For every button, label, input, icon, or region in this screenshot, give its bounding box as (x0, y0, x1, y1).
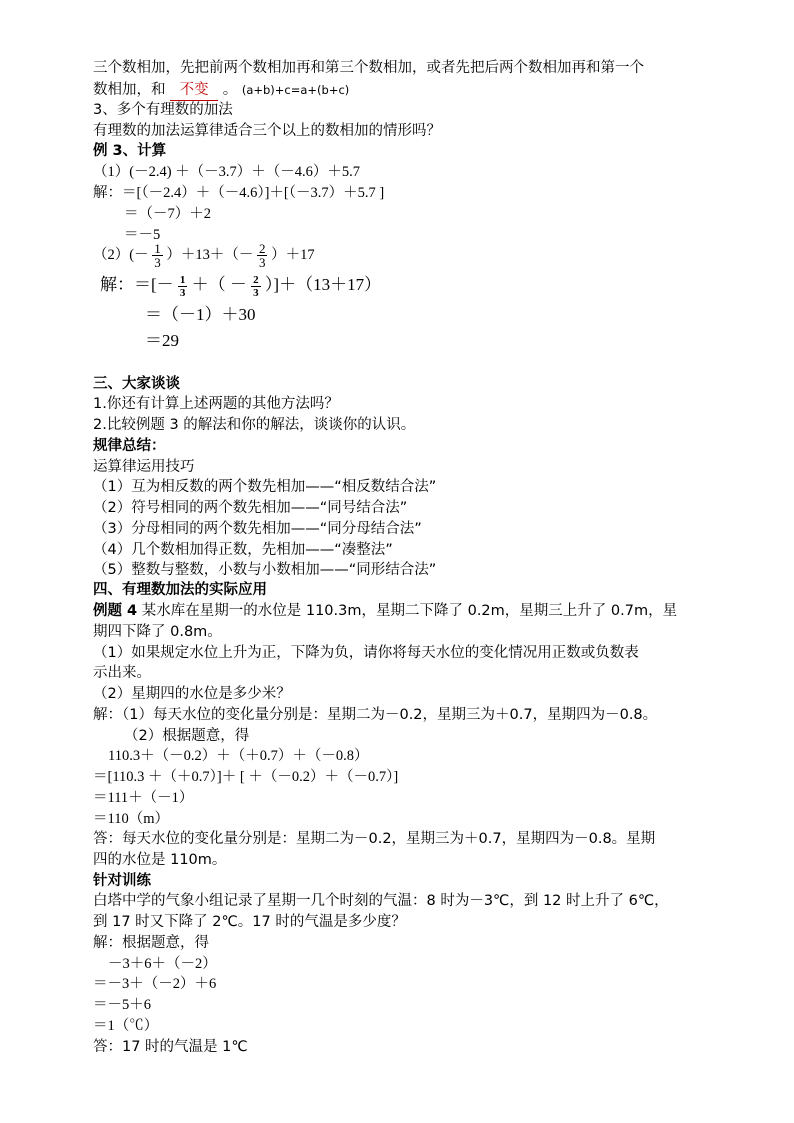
talk-question-2: 2.比较例题 3 的解法和你的解法，谈谈你的认识。 (93, 417, 416, 433)
problem-1-step-2: ＝（－7）＋2 (124, 206, 211, 222)
step-1-part-b: ＋（ － (191, 275, 247, 294)
solution-step-2: ＝[110.3 ＋（＋0.7）]＋ [ ＋（－0.2）＋（－0.7）] (93, 769, 399, 785)
section-heading-multi-add: 3、多个有理数的加法 (93, 102, 233, 118)
fraction-denominator: 3 (253, 286, 259, 299)
solution-2: （2）根据题意，得 (124, 728, 250, 744)
problem-2-step-3: ＝29 (145, 331, 179, 350)
solution-step-4: ＝110（m） (93, 811, 169, 827)
problem-1-step-3: ＝－5 (124, 227, 161, 243)
fraction-one-third-bold (178, 274, 188, 299)
fraction-denominator: 3 (258, 255, 266, 271)
practice-step-4: ＝1（℃） (93, 1018, 159, 1034)
fraction-two-thirds-bold (251, 274, 261, 299)
rule-2: （2）符号相同的两个数先相加——“同号结合法” (93, 500, 408, 516)
question-2: （2）星期四的水位是多少米？ (93, 686, 291, 702)
fraction-numerator: 1 (154, 241, 161, 257)
practice-text-1: 白塔中学的气象小组记录了星期一几个时刻的气温：8 时为－3℃，到 12 时上升了 6℃， (93, 893, 669, 909)
fraction-denominator: 3 (179, 286, 186, 299)
rule-4: （4）几个数相加得正数，先相加——“凑整法” (93, 542, 393, 558)
fill-blank-answer: 不变 (170, 80, 218, 101)
rule-1: （1）互为相反数的两个数先相加——“相反数结合法” (93, 479, 437, 495)
problem-2-part-c: ）＋17 (271, 247, 315, 263)
practice-text-2: 到 17 时又下降了 2℃。17 时的气温是多少度？ (93, 914, 406, 930)
problem-2-part-b: ）＋13＋（－ (166, 247, 254, 263)
example-4-line-2: 期四下降了 0.8m。 (93, 624, 222, 640)
step-1-part-a: 解：＝[－ (100, 275, 174, 294)
intro-period: 。 (222, 82, 238, 98)
intro-line-1: 三个数相加，先把前两个数相加再和第三个数相加，或者先把后两个数相加再和第一个 (93, 60, 644, 76)
practice-answer: 答：17 时的气温是 1℃ (93, 1039, 248, 1055)
section-question: 有理数的加法运算律适合三个以上的数相加的情形吗？ (93, 123, 441, 139)
answer-line-2: 四的水位是 110m。 (93, 852, 227, 868)
summary-heading: 规律总结： (93, 438, 166, 454)
rule-3: （3）分母相同的两个数先相加——“同分母结合法” (93, 521, 422, 537)
problem-2-step-1 (100, 270, 381, 300)
practice-step-3: ＝－5＋6 (93, 997, 151, 1013)
problem-2-step-2: ＝（－1）＋30 (145, 305, 256, 324)
practice-heading: 针对训练 (93, 873, 151, 889)
example-3-title: 例 3、计算 (93, 143, 167, 159)
intro-line-2 (93, 80, 349, 101)
solution-1: 解：（1）每天水位的变化量分别是：星期二为－0.2，星期三为＋0.7，星期四为－0.8。 (93, 707, 658, 723)
practice-step-2: ＝－3＋（－2）＋6 (93, 976, 217, 992)
problem-2 (93, 240, 315, 270)
fraction-numerator: 1 (179, 273, 186, 286)
intro-text: 数相加，和 (93, 82, 166, 98)
problem-1: （1）(－2.4) ＋（－3.7）＋（－4.6）＋5.7 (93, 164, 361, 180)
practice-step-1: －3＋6＋（－2） (108, 956, 217, 972)
associative-law-formula: (a+b)+c=a+(b+c) (241, 83, 350, 97)
example-4-text: 某水库在星期一的水位是 110.3m，星期二下降了 0.2m，星期三上升了 0.7m，星 (137, 603, 678, 619)
problem-2-part-a: （2）(－ (93, 247, 149, 263)
skills-title: 运算律运用技巧 (93, 459, 195, 475)
practice-solution: 解：根据题意，得 (93, 935, 209, 951)
fraction-numerator: 2 (253, 273, 259, 286)
question-1-line-1: （1）如果规定水位上升为正，下降为负，请你将每天水位的变化情况用正数或负数表 (93, 645, 639, 661)
solution-step-3: ＝111＋（－1） (93, 790, 194, 806)
rule-5: （5）整数与整数，小数与小数相加——“同形结合法” (93, 562, 437, 578)
apply-heading: 四、有理数加法的实际应用 (93, 582, 267, 598)
talk-question-1: 1.你还有计算上述两题的其他方法吗？ (93, 396, 339, 412)
fraction-denominator: 3 (154, 255, 161, 271)
step-1-part-c: ）]＋（13＋17） (264, 275, 382, 294)
fraction-numerator: 2 (258, 241, 266, 257)
fraction-two-thirds (257, 242, 268, 269)
example-4-line-1 (93, 601, 677, 621)
fraction-one-third (152, 242, 163, 269)
question-1-line-2: 示出来。 (93, 665, 151, 681)
talk-heading: 三、大家谈谈 (93, 376, 180, 392)
answer-line-1: 答：每天水位的变化量分别是：星期二为－0.2，星期三为＋0.7，星期四为－0.8。星期 (93, 831, 656, 847)
problem-1-step-1: 解：＝[（－2.4）＋（－4.6）]＋[（－3.7）＋5.7 ] (93, 185, 385, 201)
solution-step-1: 110.3＋（－0.2）＋（＋0.7）＋（－0.8） (108, 748, 369, 764)
example-4-title: 例题 4 (93, 603, 138, 619)
